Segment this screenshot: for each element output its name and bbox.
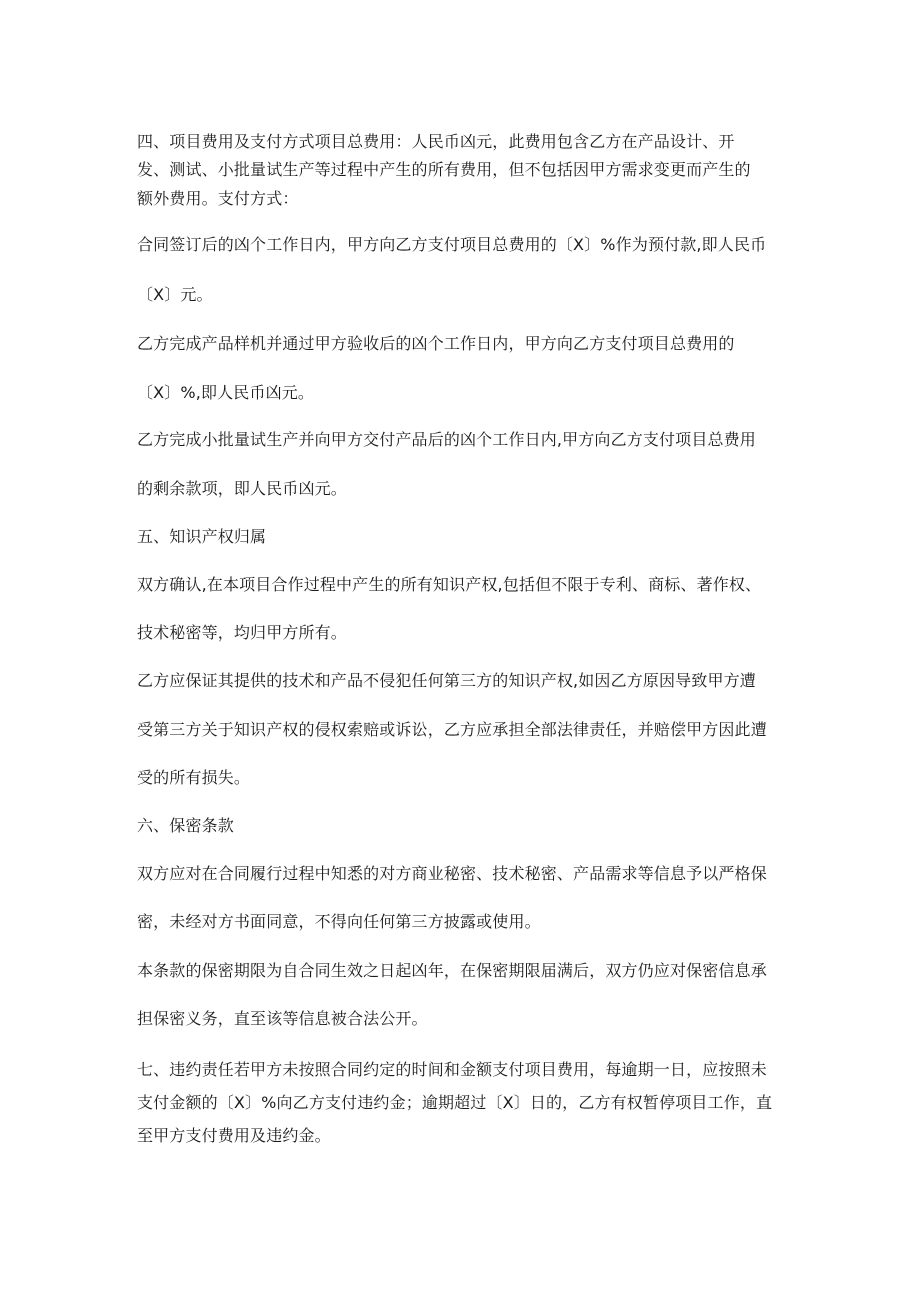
section-4-heading-line: 四、项目费用及支付方式项目总费用：人民币凶元，此费用包含乙方在产品设计、开 <box>137 132 735 151</box>
section-4-text-line: 发、测试、小批量试生产等过程中产生的所有费用，但不包括因甲方需求变更而产生的 <box>137 160 751 179</box>
payment-clause-3-line: 乙方完成小批量试生产并向甲方交付产品后的凶个工作日内,甲方向乙方支付项目总费用 <box>137 430 756 449</box>
payment-clause-2-line: 乙方完成产品样机并通过甲方验收后的凶个工作日内，甲方向乙方支付项目总费用的 <box>137 334 735 353</box>
payment-clause-1-line: 〔X〕元。 <box>137 285 213 304</box>
ip-clause-2-line: 受的所有损失。 <box>137 768 251 787</box>
confidentiality-clause-2-line: 担保密义务，直至该等信息被合法公开。 <box>137 1009 428 1028</box>
ip-clause-2-line: 受第三方关于知识产权的侵权索赔或诉讼，乙方应承担全部法律责任，并赔偿甲方因此遭 <box>137 720 767 739</box>
ip-clause-1-line: 技术秘密等，均归甲方所有。 <box>137 623 347 642</box>
section-7-text-line: 至甲方支付费用及违约金。 <box>137 1126 331 1145</box>
section-7-text-line: 支付金额的〔X〕%向乙方支付违约金；逾期超过〔X〕日的，乙方有权暂停项目工作，直 <box>137 1093 773 1112</box>
section-4-text-line: 额外费用。支付方式： <box>137 189 299 208</box>
payment-clause-1-line: 合同签订后的凶个工作日内，甲方向乙方支付项目总费用的〔X〕%作为预付款,即人民币 <box>137 235 767 254</box>
section-6-heading: 六、保密条款 <box>137 816 234 835</box>
section-7-heading-line: 七、违约责任若甲方未按照合同约定的时间和金额支付项目费用，每逾期一日，应按照未 <box>137 1060 767 1079</box>
section-5-heading: 五、知识产权归属 <box>137 527 267 546</box>
confidentiality-clause-1-line: 密，未经对方书面同意，不得向任何第三方披露或使用。 <box>137 912 541 931</box>
confidentiality-clause-1-line: 双方应对在合同履行过程中知悉的对方商业秘密、技术秘密、产品需求等信息予以严格保 <box>137 864 767 883</box>
ip-clause-1-line: 双方确认,在本项目合作过程中产生的所有知识产权,包括但不限于专利、商标、著作权、 <box>137 575 762 594</box>
payment-clause-3-line: 的剩余款项，即人民币凶元。 <box>137 479 347 498</box>
confidentiality-clause-2-line: 本条款的保密期限为自合同生效之日起凶年，在保密期限届满后，双方仍应对保密信息承 <box>137 961 767 980</box>
ip-clause-2-line: 乙方应保证其提供的技术和产品不侵犯任何第三方的知识产权,如因乙方原因导致甲方遭 <box>137 671 756 690</box>
payment-clause-2-line: 〔X〕%,即人民币凶元。 <box>137 383 315 402</box>
